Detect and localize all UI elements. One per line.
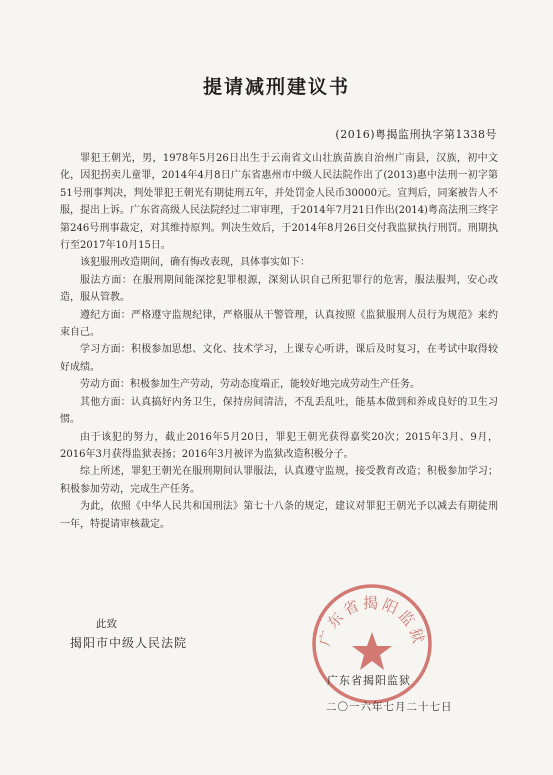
paragraph-summary: 综上所述，罪犯王朝光在服刑期间认罪服法，认真遵守监规，接受教育改造；积极参加学习；积极参加劳动，完成生产任务。 — [60, 466, 498, 495]
paragraph-recommendation: 为此，依照《中华人民共和国刑法》第七十八条的规定，建议对罪犯王朝光予以减去有期徒刑一年，特提请审核裁定。 — [60, 501, 498, 530]
document-date: 二〇一六年七月二十七日 — [326, 701, 453, 713]
issuer: 广东省揭阳监狱 — [327, 674, 411, 687]
official-seal — [308, 580, 436, 708]
paragraph-study: 学习方面：积极参加思想、文化、技术学习，上课专心听讲，课后及时复习，在考试中取得较好成绩。 — [60, 344, 498, 373]
seal-text: 广东省揭阳监狱 — [315, 594, 429, 649]
paragraph-discipline: 遵纪方面：严格遵守监规纪律，严格服从干警管理，认真按照《监狱服刑人员行为规范》来约束自己。 — [60, 309, 498, 339]
paragraph-law-abiding: 服法方面：在服刑期间能深挖犯罪根源，深刻认识自己所犯罪行的危害，服法服判，安心改造，服从管教。 — [60, 274, 498, 304]
document-title: 提请减刑建议书 — [202, 76, 350, 98]
document-number: (2016)粤揭监刑执字第1338号 — [335, 128, 497, 141]
paragraph-labor: 劳动方面：积极参加生产劳动，劳动态度端正，能较好地完成劳动生产任务。 — [80, 379, 420, 391]
addressee: 揭阳市中级人民法院 — [70, 636, 188, 650]
paragraph-other: 其他方面：认真搞好内务卫生，保持房间清洁，不乱丢乱吐，能基本做到和养成良好的卫生习惯。 — [60, 396, 498, 426]
salutation: 此致 — [96, 618, 117, 630]
seal-star-icon — [352, 632, 392, 670]
paragraph-rewards: 由于该犯的努力，截止2016年5月20日，罪犯王朝光获得嘉奖20次；2015年3月、9月，2016年3月获得监狱表扬；2016年3月被评为监狱改造积极分子。 — [60, 431, 498, 460]
paragraph-offender-info: 罪犯王朝光，男，1978年5月26日出生于云南省文山壮族苗族自治州广南县，汉族，初中文化，因犯拐卖儿童罪，2014年4月8日广东省惠州市中级人民法院作出了(2013)惠中法刑一初字第51号刑事判决，判处罪犯王朝光有期徒刑五年，并处罚金人民币30000元。宣判后，同案被告人不服，提出上诉。广东省高级人民法院经过二审审理，于2014年7月21日作出(2014)粤高法刑三终字第246号刑事裁定，对其维持原判。判决生效后，于2014年8月26日交付我监狱执行刑罚。刑期执行至2017年10月15日。 — [60, 153, 498, 252]
document-body — [60, 150, 498, 533]
paragraph-intro: 该犯服刑改造期间，确有悔改表现，具体事实如下： — [80, 257, 310, 269]
